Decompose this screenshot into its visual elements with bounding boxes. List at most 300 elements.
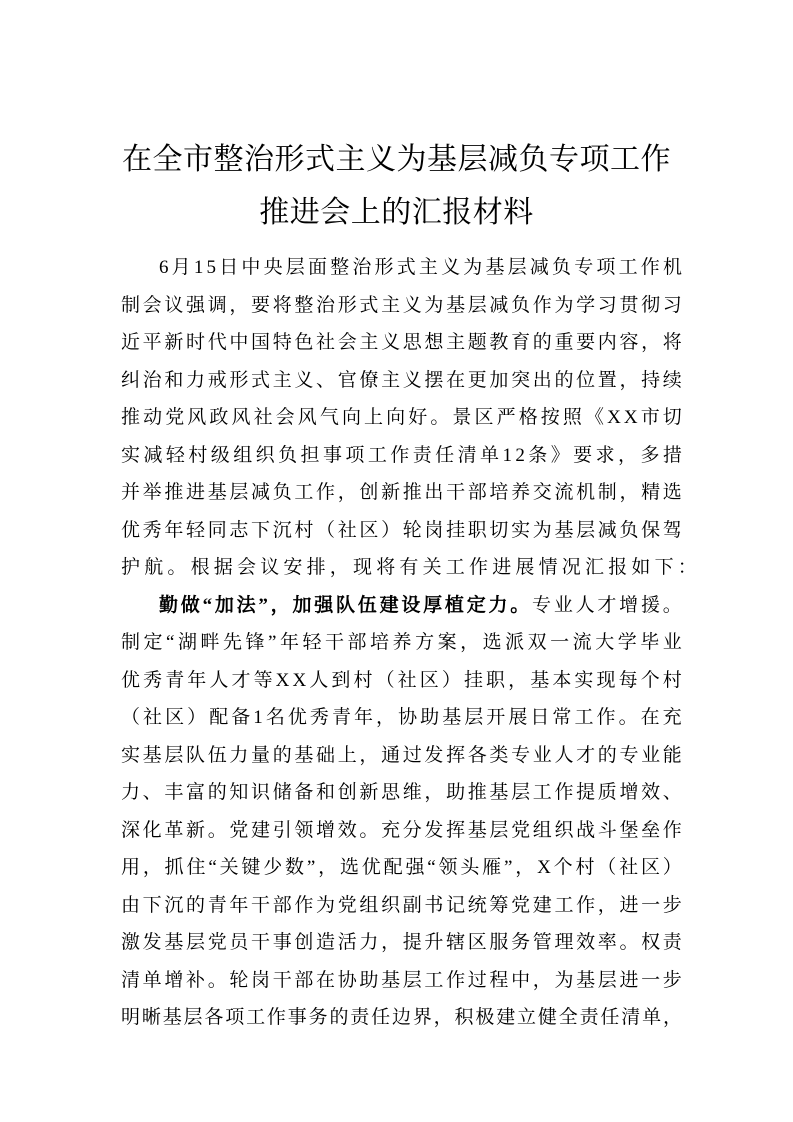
char: 领 bbox=[294, 819, 314, 841]
char: 思 bbox=[381, 782, 401, 803]
char: 法 bbox=[236, 594, 256, 616]
char: 先 bbox=[223, 632, 243, 653]
char: 沉 bbox=[272, 519, 292, 541]
char: 理 bbox=[554, 932, 574, 953]
char: 出 bbox=[532, 369, 552, 391]
char: 突 bbox=[511, 369, 531, 391]
char: 层 bbox=[511, 782, 531, 803]
char: 现 bbox=[596, 669, 616, 691]
char: 的 bbox=[272, 744, 292, 766]
char: 晰 bbox=[141, 1007, 161, 1028]
char: 格 bbox=[518, 407, 538, 428]
char: 为 bbox=[554, 969, 574, 991]
char: 各 bbox=[204, 1007, 224, 1028]
char: 景 bbox=[452, 407, 472, 428]
char: X bbox=[292, 669, 307, 691]
char: 区 bbox=[474, 407, 494, 428]
char: 提 bbox=[402, 932, 422, 953]
char: 组 bbox=[233, 444, 253, 466]
char: 案 bbox=[437, 632, 457, 653]
char: 明 bbox=[121, 1007, 141, 1028]
char: 1 bbox=[502, 444, 512, 466]
char: 区 bbox=[467, 932, 487, 953]
char: 责 bbox=[662, 932, 682, 953]
char: 一 bbox=[641, 969, 661, 991]
char: 为 bbox=[463, 257, 483, 278]
char: 学 bbox=[576, 294, 596, 316]
char: 发 bbox=[142, 932, 162, 953]
char: 过 bbox=[402, 744, 422, 766]
char: ， bbox=[662, 1007, 682, 1028]
char: 优 bbox=[361, 857, 381, 878]
char: 作 bbox=[640, 257, 660, 278]
char: 实 bbox=[121, 444, 141, 466]
char: 定 bbox=[466, 594, 486, 616]
char: 主 bbox=[272, 369, 292, 391]
char: 建 bbox=[379, 594, 399, 616]
char: 为 bbox=[424, 294, 444, 316]
char: 提 bbox=[576, 782, 596, 803]
char: 层 bbox=[507, 257, 527, 278]
char: 义 bbox=[294, 369, 314, 391]
char: 基 bbox=[294, 744, 314, 766]
char: 动 bbox=[143, 407, 163, 428]
char: 会 bbox=[275, 407, 295, 428]
paragraph-2-line bbox=[121, 774, 682, 812]
char: 在 bbox=[316, 969, 336, 991]
char: 负 bbox=[511, 294, 531, 316]
char: 干 bbox=[446, 482, 466, 503]
char: 责 bbox=[412, 444, 432, 466]
char: 村 bbox=[188, 444, 208, 466]
char: 立 bbox=[517, 1007, 537, 1028]
char: 习 bbox=[662, 294, 682, 316]
char: 的 bbox=[597, 744, 617, 766]
char: 在 bbox=[640, 707, 660, 728]
char: 将 bbox=[272, 294, 292, 316]
char: 创 bbox=[294, 932, 314, 953]
char: 主 bbox=[418, 257, 438, 278]
char: 好 bbox=[408, 407, 428, 428]
char: 工 bbox=[618, 257, 638, 278]
document-title-line-2: 推进会上的汇报材料 bbox=[259, 195, 534, 230]
char: 1 bbox=[193, 257, 204, 278]
char: 伍 bbox=[357, 594, 377, 616]
char: ， bbox=[376, 707, 396, 728]
char: 沉 bbox=[164, 894, 184, 916]
char: 区 bbox=[640, 857, 660, 878]
char: 清 bbox=[621, 1007, 641, 1028]
char: 区 bbox=[419, 669, 439, 691]
char: ， bbox=[460, 632, 480, 653]
char: 力 bbox=[488, 594, 508, 616]
char: 岗 bbox=[251, 969, 271, 991]
char: 队 bbox=[186, 744, 206, 766]
char: 力 bbox=[359, 932, 379, 953]
char: 层 bbox=[464, 707, 484, 728]
char: 戒 bbox=[207, 369, 227, 391]
char: 开 bbox=[486, 707, 506, 728]
char: 风 bbox=[231, 407, 251, 428]
char: 调 bbox=[207, 294, 227, 316]
char: 秀 bbox=[143, 669, 163, 691]
char: 每 bbox=[618, 669, 638, 691]
char: 界 bbox=[412, 1007, 432, 1028]
char: 工 bbox=[246, 1007, 266, 1028]
char: 挥 bbox=[446, 819, 466, 841]
char: 作 bbox=[554, 782, 574, 803]
char: 青 bbox=[207, 894, 227, 916]
char: 制 bbox=[121, 632, 141, 653]
char: ， bbox=[229, 294, 249, 316]
char: ” bbox=[306, 857, 316, 878]
char: 基 bbox=[381, 969, 401, 991]
char: 摆 bbox=[424, 369, 444, 391]
char: 强 bbox=[405, 857, 425, 878]
char: 员 bbox=[229, 932, 249, 953]
char: 的 bbox=[532, 332, 552, 353]
char: 程 bbox=[489, 969, 509, 991]
char: 头 bbox=[460, 857, 480, 878]
char: 锋 bbox=[245, 632, 265, 653]
char: 单 bbox=[642, 1007, 662, 1028]
char: 。 bbox=[430, 407, 450, 428]
char: 协 bbox=[398, 707, 418, 728]
char: 题 bbox=[467, 332, 487, 353]
char: 各 bbox=[467, 744, 487, 766]
char: 加 bbox=[214, 594, 234, 616]
char: 义 bbox=[402, 294, 422, 316]
char: 贯 bbox=[619, 294, 639, 316]
char: 社 bbox=[619, 857, 639, 878]
char: 助 bbox=[420, 707, 440, 728]
char: 村 bbox=[353, 669, 373, 691]
char: 学 bbox=[617, 632, 637, 653]
char: 助 bbox=[446, 782, 466, 803]
char: X bbox=[623, 407, 638, 428]
char: 社 bbox=[316, 332, 336, 353]
char: 轮 bbox=[402, 519, 422, 541]
char: 务 bbox=[308, 1007, 328, 1028]
char: 备 bbox=[231, 707, 251, 728]
char: 人 bbox=[554, 744, 574, 766]
char: 层 bbox=[183, 1007, 203, 1028]
char: 雁 bbox=[482, 857, 502, 878]
char: 职 bbox=[486, 669, 506, 691]
paragraph-2-line bbox=[121, 924, 682, 962]
char: 基 bbox=[207, 482, 227, 503]
char: 维 bbox=[402, 782, 422, 803]
char: 强 bbox=[186, 294, 206, 316]
char: 定 bbox=[143, 632, 163, 653]
char: 加 bbox=[489, 369, 509, 391]
document-body bbox=[121, 249, 702, 1037]
char: 过 bbox=[467, 969, 487, 991]
char: 创 bbox=[337, 782, 357, 803]
char: 双 bbox=[527, 632, 547, 653]
char: 为 bbox=[554, 294, 574, 316]
char: 步 bbox=[662, 969, 682, 991]
char: 中 bbox=[229, 332, 249, 353]
char: 干 bbox=[272, 969, 292, 991]
char: 管 bbox=[532, 932, 552, 953]
char: 、 bbox=[316, 369, 336, 391]
char: ， bbox=[508, 669, 528, 691]
char: 事 bbox=[287, 1007, 307, 1028]
char: 内 bbox=[597, 332, 617, 353]
paragraph-1-line bbox=[121, 362, 682, 400]
char: 效 bbox=[576, 932, 596, 953]
char: 制 bbox=[597, 482, 617, 503]
char: 优 bbox=[121, 519, 141, 541]
char: 村 bbox=[575, 857, 595, 878]
char: 事 bbox=[322, 444, 342, 466]
char: 2 bbox=[515, 444, 525, 466]
char: 形 bbox=[337, 294, 357, 316]
char: 国 bbox=[251, 332, 271, 353]
char: 垒 bbox=[641, 819, 661, 841]
char: 极 bbox=[475, 1007, 495, 1028]
char: 的 bbox=[329, 1007, 349, 1028]
char: 层 bbox=[489, 819, 509, 841]
char: 5 bbox=[206, 257, 217, 278]
char: ， bbox=[619, 482, 639, 503]
char: 专 bbox=[511, 744, 531, 766]
char: 形 bbox=[229, 369, 249, 391]
char: 6 bbox=[159, 257, 169, 278]
char: 机 bbox=[662, 257, 682, 278]
char: 选 bbox=[482, 632, 502, 653]
char: 任 bbox=[435, 444, 455, 466]
char: 织 bbox=[554, 819, 574, 841]
char: X bbox=[537, 857, 551, 878]
char: 务 bbox=[511, 932, 531, 953]
char: 要 bbox=[251, 294, 271, 316]
char: 一 bbox=[550, 632, 570, 653]
char: ” bbox=[268, 632, 277, 653]
char: 部 bbox=[467, 482, 487, 503]
char: 义 bbox=[441, 257, 461, 278]
char: 力 bbox=[229, 744, 249, 766]
char: 造 bbox=[316, 932, 336, 953]
paragraph-2-line bbox=[121, 999, 682, 1037]
char: 才 bbox=[597, 594, 617, 616]
char: 新 bbox=[359, 782, 379, 803]
char: 工 bbox=[294, 482, 314, 503]
char: 层 bbox=[186, 932, 206, 953]
char: 步 bbox=[662, 894, 682, 916]
paragraph-1-line bbox=[121, 324, 682, 362]
char: 求 bbox=[595, 444, 615, 466]
char: 治 bbox=[142, 369, 162, 391]
char: 分 bbox=[402, 819, 422, 841]
char: 治 bbox=[352, 257, 372, 278]
char: 1 bbox=[253, 707, 263, 728]
char: ， bbox=[641, 332, 661, 353]
char: 名 bbox=[265, 707, 285, 728]
char: 部 bbox=[347, 632, 367, 653]
char: 革 bbox=[164, 819, 184, 841]
char: 织 bbox=[255, 444, 275, 466]
char: 任 bbox=[600, 1007, 620, 1028]
char: 风 bbox=[297, 407, 317, 428]
char: 严 bbox=[496, 407, 516, 428]
char: 轮 bbox=[229, 969, 249, 991]
char: 干 bbox=[325, 632, 345, 653]
char: 式 bbox=[396, 257, 416, 278]
char: 基 bbox=[489, 782, 509, 803]
char: 责 bbox=[350, 1007, 370, 1028]
char: 干 bbox=[251, 894, 271, 916]
char: 保 bbox=[641, 519, 661, 541]
char: 《 bbox=[584, 407, 604, 428]
char: 。 bbox=[662, 594, 682, 616]
char: 岗 bbox=[424, 519, 444, 541]
char: 基 bbox=[446, 294, 466, 316]
char: ） bbox=[187, 707, 207, 728]
char: 进 bbox=[619, 969, 639, 991]
char: 举 bbox=[142, 482, 162, 503]
char: 流 bbox=[572, 632, 592, 653]
char: 时 bbox=[186, 332, 206, 353]
char: 要 bbox=[576, 332, 596, 353]
paragraph-2-line bbox=[121, 662, 682, 700]
char: 代 bbox=[207, 332, 227, 353]
char: 出 bbox=[424, 482, 444, 503]
char: 增 bbox=[164, 969, 184, 991]
char: ， bbox=[532, 969, 552, 991]
char: 村 bbox=[662, 669, 682, 691]
paragraph-1-line bbox=[121, 437, 682, 475]
char: ， bbox=[619, 369, 639, 391]
char: 毕 bbox=[640, 632, 660, 653]
char: 键 bbox=[241, 857, 261, 878]
char: 交 bbox=[532, 482, 552, 503]
char: 基 bbox=[530, 669, 550, 691]
char: 专 bbox=[532, 594, 552, 616]
char: 位 bbox=[576, 369, 596, 391]
char: 作 bbox=[266, 1007, 286, 1028]
char: 到 bbox=[331, 669, 351, 691]
char: 纠 bbox=[121, 369, 141, 391]
char: 统 bbox=[467, 894, 487, 916]
char: 将 bbox=[662, 332, 682, 353]
char: 层 bbox=[402, 969, 422, 991]
char: 业 bbox=[532, 744, 552, 766]
char: 近 bbox=[121, 332, 141, 353]
char: 。 bbox=[207, 969, 227, 991]
char: X bbox=[607, 407, 621, 428]
char: 社 bbox=[253, 407, 273, 428]
char: 青 bbox=[165, 669, 185, 691]
char: 力 bbox=[121, 782, 141, 803]
char: 基 bbox=[162, 1007, 182, 1028]
char: 深 bbox=[121, 819, 141, 841]
char: 的 bbox=[554, 369, 574, 391]
char: 气 bbox=[319, 407, 339, 428]
char: 中 bbox=[511, 969, 531, 991]
char: ， bbox=[142, 857, 162, 878]
char: 续 bbox=[662, 369, 682, 391]
char: 思 bbox=[402, 332, 422, 353]
char: 抓 bbox=[164, 857, 184, 878]
char: 党 bbox=[511, 819, 531, 841]
char: 单 bbox=[142, 969, 162, 991]
char: 向 bbox=[341, 407, 361, 428]
char: 区 bbox=[359, 519, 379, 541]
char: 伍 bbox=[207, 744, 227, 766]
char: 人 bbox=[575, 594, 595, 616]
char: 进 bbox=[619, 894, 639, 916]
char: 措 bbox=[662, 444, 682, 466]
char: 个 bbox=[553, 857, 573, 878]
char: 层 bbox=[597, 969, 617, 991]
char: 层 bbox=[467, 294, 487, 316]
char: 责 bbox=[579, 1007, 599, 1028]
char: ， bbox=[381, 932, 401, 953]
char: 会 bbox=[337, 332, 357, 353]
char: 工 bbox=[424, 969, 444, 991]
char: ， bbox=[515, 857, 535, 878]
char: 党 bbox=[337, 894, 357, 916]
char: 想 bbox=[424, 332, 444, 353]
char: 党 bbox=[165, 407, 185, 428]
char: 清 bbox=[457, 444, 477, 466]
char: 切 bbox=[662, 407, 682, 428]
char: 和 bbox=[164, 369, 184, 391]
char: ） bbox=[441, 669, 461, 691]
char: 驾 bbox=[662, 519, 682, 541]
char: 容 bbox=[619, 332, 639, 353]
char: 专 bbox=[574, 257, 594, 278]
char: 知 bbox=[229, 782, 249, 803]
char: 青 bbox=[331, 707, 351, 728]
char: 日 bbox=[530, 707, 550, 728]
char: 辖 bbox=[446, 932, 466, 953]
char: 部 bbox=[294, 969, 314, 991]
char: 本 bbox=[552, 669, 572, 691]
char: 的 bbox=[186, 894, 206, 916]
char: 减 bbox=[251, 482, 271, 503]
char: 式 bbox=[359, 294, 379, 316]
char: 主 bbox=[381, 294, 401, 316]
char: 央 bbox=[263, 257, 283, 278]
char: 持 bbox=[641, 369, 661, 391]
char: 方 bbox=[415, 632, 435, 653]
char: 流 bbox=[554, 482, 574, 503]
char: “ bbox=[202, 594, 213, 616]
char: 基 bbox=[467, 819, 487, 841]
char: 选 bbox=[662, 482, 682, 503]
char: 湖 bbox=[177, 632, 197, 653]
char: ） bbox=[662, 857, 682, 878]
char: 增 bbox=[316, 819, 336, 841]
paragraph-1-line bbox=[121, 549, 702, 587]
char: ） bbox=[381, 519, 401, 541]
char: 党 bbox=[511, 894, 531, 916]
char: 推 bbox=[467, 782, 487, 803]
char: 》 bbox=[550, 444, 570, 466]
char: 发 bbox=[424, 819, 444, 841]
char: 工 bbox=[554, 894, 574, 916]
paragraph-1-line bbox=[121, 474, 682, 512]
char: 作 bbox=[596, 707, 616, 728]
char: 部 bbox=[272, 894, 292, 916]
char: ， bbox=[359, 744, 379, 766]
char: （ bbox=[121, 707, 141, 728]
char: 秀 bbox=[309, 707, 329, 728]
char: 识 bbox=[251, 782, 271, 803]
